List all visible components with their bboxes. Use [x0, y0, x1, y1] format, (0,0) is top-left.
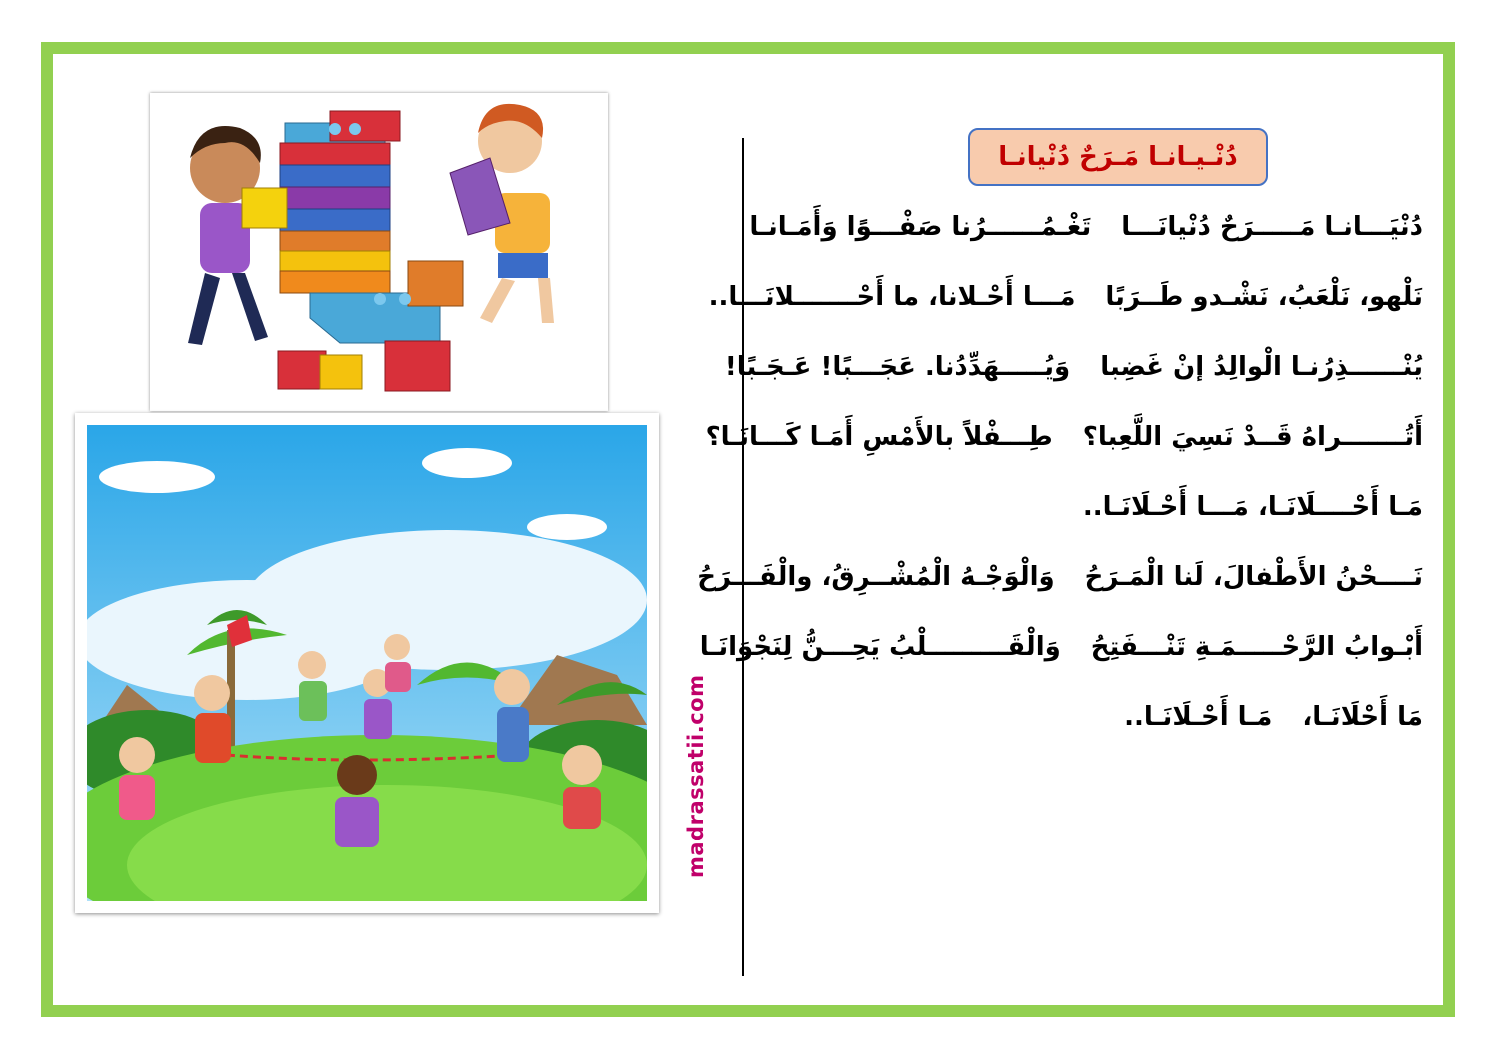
- poem-refrain: مَـا أَحْــــلَانَـا، مَـــا أَحْـلَانَـا..: [1082, 492, 1423, 522]
- poem-hemistich-first: يُنْــــــذِرُنـا الْوالِدُ إنْ غَضِبا: [1100, 352, 1423, 382]
- poem-refrain-end: مَـا أَحْـلَانَـا..: [1124, 702, 1273, 732]
- poem-hemistich-second: وَالْوَجْـهُ الْمُشْــرِقُ، والْفَـــرَحُ: [697, 562, 1055, 592]
- poem-hemistich-first: نَــــحْنُ الأَطْفالَ، لَنا الْمَـرَحُ: [1084, 562, 1423, 592]
- poem-line: [708, 273, 1423, 321]
- poem-hemistich-second: وَالْقَـــــــــلْبُ يَحِـــنُّ لِنَجْوَانَـا: [699, 632, 1061, 662]
- poem-refrain: مَا أَحْلَانَـا،: [1302, 702, 1423, 732]
- poem-hemistich-second: مَـــا أَحْـلانا، ما أَحْـــــــلانَـــا..: [708, 282, 1076, 312]
- poem-line: [749, 203, 1423, 251]
- poem-line: [783, 693, 1423, 741]
- poem-hemistich-first: أَبْـوابُ الرَّحْـــــمَـةِ تَنْـــفَتِحُ: [1090, 632, 1423, 662]
- poem-hemistich-first: نَلْهو، نَلْعَبُ، نَشْـدو طَــرَبًا: [1105, 282, 1423, 312]
- poem-hemistich-first: أَتُـــــــراهُ قَــدْ نَسِيَ اللَّعِبا؟: [1082, 422, 1423, 452]
- blocks-illustration: [150, 93, 608, 411]
- poem-line: [699, 623, 1423, 671]
- poem-hemistich-second: وَيُـــــهَدِّدُنا. عَجَـــبًا! عَـجَـبًا!: [724, 352, 1071, 382]
- poem-title-box: [968, 128, 1268, 186]
- poem-line: [724, 343, 1423, 391]
- poem-line: [783, 483, 1423, 531]
- poem-line: [705, 413, 1423, 461]
- playground-illustration: [75, 413, 659, 913]
- poem-hemistich-second: طِـــفْلاً بالأَمْسِ أَمَـا كَـــانَـا؟: [705, 422, 1053, 452]
- watermark: madrassatii.com: [684, 674, 708, 878]
- poem-hemistich-second: تَغْـمُــــــرُنا صَفْـــوًا وَأَمَـانـا: [749, 212, 1092, 242]
- poem-title: دُنْـيـانـا مَـرَحٌ دُنْيانـا: [998, 142, 1238, 172]
- poem-line: [697, 553, 1423, 601]
- poem-hemistich-first: دُنْيَـــانـا مَـــــرَحٌ دُنْيانَـــا: [1121, 212, 1423, 242]
